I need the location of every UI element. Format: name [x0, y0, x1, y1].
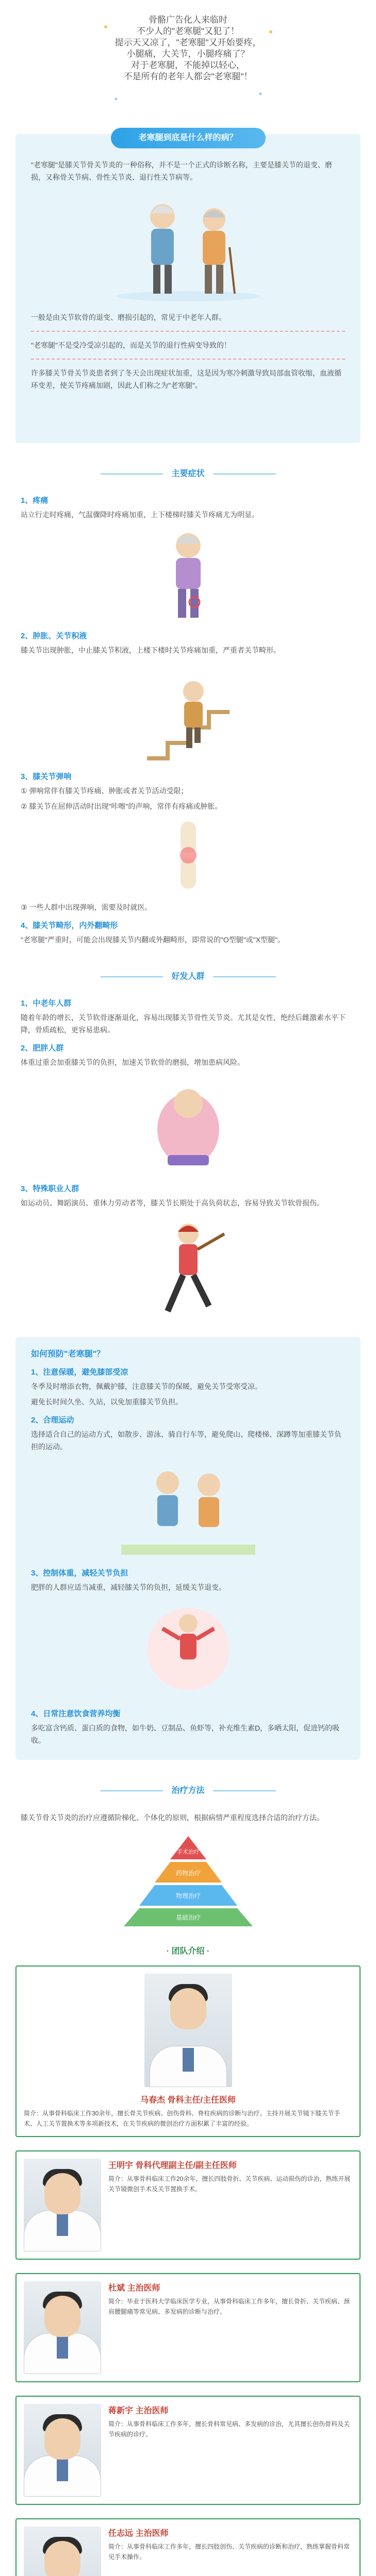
doctor-bio: 简介：毕业于医科大学临床医学专业，从事骨科临床工作多年，擅长骨折、关节疾病、颈肩腰腿痛等常见病、多发病的诊断与治疗。: [108, 2298, 350, 2315]
section-what-is: [15, 134, 361, 443]
team-intro: [15, 1944, 361, 2576]
doctor-photo: [24, 2404, 101, 2497]
hero-line: 对于老寒腿，不能掉以轻心，: [131, 60, 245, 70]
paragraph: 许多膝关节骨关节炎患者到了冬天会出现症状加重，这是因为寒冷刺激导致局部血管收缩，血液循环变差，使关节疼痛加剧，因此人们称之为"老寒腿"。: [31, 369, 341, 389]
section-treatment: 膝关节骨关节炎的治疗应遵循阶梯化、个体化的原则，根据病情严重程度选择合适的治疗方法。 手术治疗 药物治疗 物理治疗 基础治疗: [21, 1811, 355, 1929]
section-heading: 主要症状: [132, 464, 245, 484]
knee-pain-illustration: [21, 525, 355, 623]
divider: [31, 359, 345, 360]
doctor-name: 任志远 主治医师: [108, 2529, 169, 2538]
doctor-photo: [24, 2527, 101, 2576]
doctor-card: [15, 2396, 361, 2505]
section-heading: 好发人群: [132, 967, 245, 987]
section-prevention: 如何预防"老寒腿"？ 1、注意保暖，避免膝部受凉 冬季及时增添衣物，佩戴护膝，注意膝关节的保暖，避免关节受寒受凉。 避免长时间久坐、久站，以免加重膝关节负担。 2、合理运动 选择适合自己的运动方式，如散步、游泳、骑自行车等，避免爬山、爬楼梯、深蹲等加重膝关节负担的运动。 3、控制体重，减轻关节负担 肥胖的人群应适当减重，减轻膝关节的负担，延缓关节退变。 4、日常注意饮食营养均衡 多吃富含钙质、蛋白质的食物，如牛奶、豆制品、鱼虾等，补充维生素D，多晒太阳，促进钙的吸收。: [15, 1337, 361, 1760]
hero-line: 不是所有的老年人都会"老寒腿"！: [123, 72, 253, 81]
elderly-couple-illustration: [31, 191, 345, 304]
doctor-name: 蒋新宇 主治医师: [108, 2406, 169, 2415]
hero-line: 骨骼广告化人来临时: [149, 15, 227, 25]
section-risk-groups: 1、中老年人群 随着年龄的增长，关节软骨逐渐退化，容易出现膝关节骨性关节炎。尤其是女性，绝经后雌激素水平下降，骨质疏松，更容易患病。 2、肥胖人群 体重过重会加重膝关节的负担，加速关节软骨的磨损，增加患病风险。 3、特殊职业人群 如运动员、舞蹈演员、重体力劳动者等，膝关节长期处于高负荷状态，容易导致关节软骨损伤。: [21, 997, 355, 1327]
hero-line: 不少人的"老寒腿"又犯了！: [136, 26, 240, 36]
pyramid-level: 药物治疗: [175, 1870, 201, 1877]
doctor-card: [15, 1965, 361, 2137]
doctor-bio: 简介：从事骨科临床工作30余年，擅长骨关节疾病、创伤骨科、脊柱疾病的诊断与治疗。主持开展关节镜下膝关节手术、人工关节置换术等多项新技术，在关节疾病的微创治疗方面积累了丰富的经验。: [24, 2110, 340, 2127]
warning-note: "老寒腿"不是受冷受凉引起的，而是关节的退行性病变导致的！: [31, 341, 231, 349]
section-title: 老寒腿到底是什么样的病？: [111, 128, 266, 148]
pyramid-level: 手术治疗: [176, 1849, 200, 1855]
pyramid-level: 基础治疗: [175, 1914, 201, 1921]
athlete-illustration: [21, 1213, 355, 1327]
paragraph: "老寒腿"是膝关节骨关节炎的一种俗称，并不是一个正式的诊断名称，主要是膝关节的退变、磨损，又称骨关节病、骨性关节炎、退行性关节病等。: [31, 161, 332, 181]
doctor-card: [15, 2273, 361, 2382]
knee-joint-illustration: [21, 817, 355, 894]
walking-couple-illustration: [31, 1457, 345, 1560]
decorative-dots: [95, 11, 281, 114]
divider: [31, 331, 345, 332]
doctor-card: [15, 2518, 361, 2576]
section-heading: 治疗方法: [132, 1781, 245, 1801]
doctor-photo: [24, 2281, 101, 2374]
doctor-name: 马春杰 骨科主任/主任医师: [140, 2096, 236, 2105]
hero-banner: [0, 0, 376, 134]
stairs-illustration: [21, 660, 355, 764]
doctor-bio: 简介：从事骨科临床工作多年，擅长四肢创伤、关节疾病的诊断和治疗，熟练掌握骨科常见手术操作。: [108, 2543, 350, 2561]
doctor-card: [15, 2150, 361, 2260]
treatment-pyramid: [21, 1831, 355, 1929]
doctor-bio: 简介：从事骨科临床工作多年，擅长骨科常见病、多发病的诊治，尤其擅长创伤骨科及关节疾病的诊疗。: [108, 2420, 350, 2438]
doctor-photo: [144, 1974, 232, 2087]
pyramid-level: 物理治疗: [175, 1892, 201, 1900]
paragraph: 一般是由关节软骨的退变、磨损引起的，常见于中老年人群。: [31, 313, 226, 321]
hero-line: 提示天又凉了，"老寒腿"又开始要疼，: [115, 38, 261, 47]
section-symptoms: 1、疼痛 站立行走时疼痛，气温骤降时疼痛加重，上下楼梯时膝关节疼痛尤为明显。 2、肿胀、关节积液 膝关节出现肿胀，中止膝关节积液，上楼下楼时关节疼痛加重，严重者关节畸形。 3、膝关节弹响 ① 弹响常伴有膝关节疼痛、肿胀或者关节活动受限； ② 膝关节在屈伸活动时出现"咔嚓"的声响，常伴有疼痛或肿胀。 ③ 一些人群中出现弹响，需要及时就医。 4、膝关节畸形，内外翻畸形 "老寒腿"严重时，可能会出现膝关节内翻或外翻畸形，即常说的"O型腿"或"X型腿"。: [21, 495, 355, 946]
doctor-photo: [24, 2159, 101, 2251]
hero-line: 小腿痛，大关节，小腿疼痛了？: [126, 49, 250, 59]
weight-illustration: [21, 1073, 355, 1176]
doctor-name: 王明宇 骨科代理副主任/副主任医师: [108, 2161, 237, 2170]
exercise-illustration: [31, 1598, 345, 1701]
team-intro-heading: · 团队介绍 ·: [166, 1947, 210, 1956]
doctor-name: 杜斌 主治医师: [108, 2284, 160, 2293]
doctor-bio: 简介：从事骨科临床工作20余年，擅长四肢骨折、关节疾病、运动损伤的诊治，熟练开展关节镜微创手术及关节置换手术。: [108, 2175, 351, 2193]
